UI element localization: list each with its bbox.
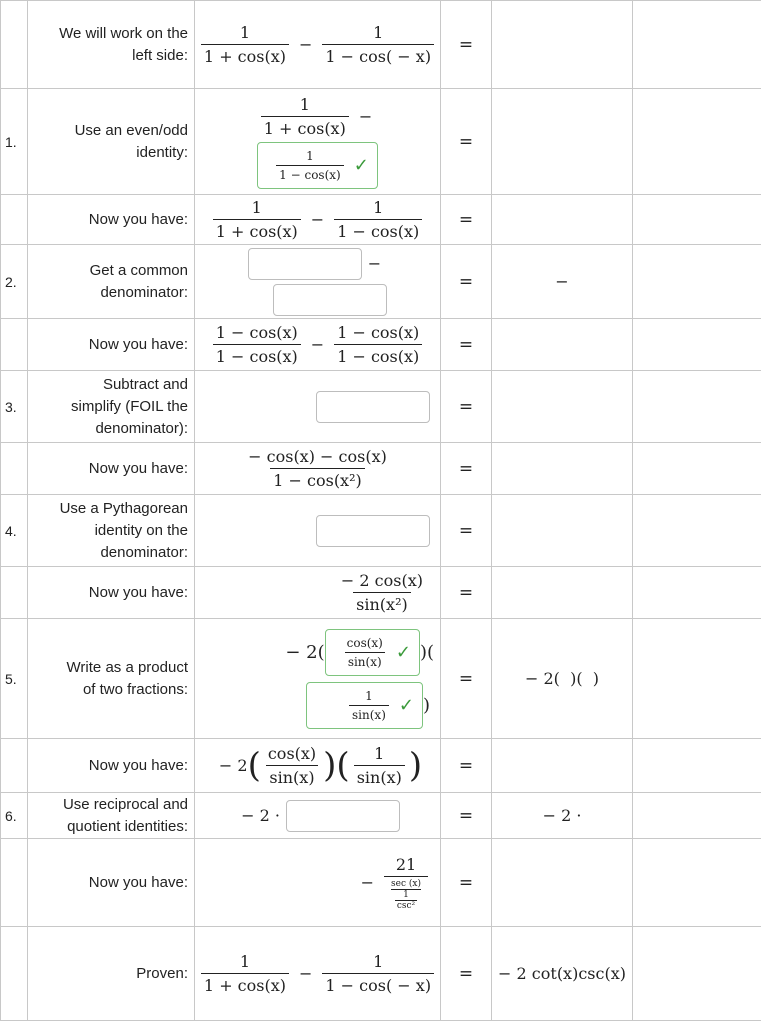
- step-number: 2.: [1, 245, 28, 319]
- denominator: 1 − cos(x): [334, 219, 422, 241]
- numerator: 1: [299, 94, 310, 114]
- step-number: 4.: [1, 495, 28, 567]
- desc-line: denominator):: [95, 419, 188, 437]
- step-description: Now you have:: [28, 443, 195, 495]
- work-cell: [195, 793, 441, 839]
- equals-sign: =: [441, 495, 492, 567]
- step-description: Now you have:: [28, 839, 195, 927]
- denominator: [384, 876, 428, 911]
- table-row: [1, 195, 761, 245]
- paren: (: [247, 745, 261, 786]
- step-number: 5.: [1, 619, 28, 739]
- desc-line: Use reciprocal and: [62, 795, 188, 813]
- table-row: [1, 89, 761, 195]
- check-icon: ✓: [353, 154, 369, 176]
- paren: (: [336, 745, 350, 786]
- work-cell: [195, 495, 441, 567]
- minus-sign: −: [310, 335, 325, 354]
- desc-line: Write as a product: [66, 658, 188, 676]
- fraction: [213, 198, 301, 241]
- equals-sign: =: [441, 443, 492, 495]
- coefficient: − 2 ·: [241, 806, 280, 825]
- desc-line: denominator:: [100, 283, 188, 301]
- fraction: [334, 198, 422, 241]
- equals-sign: =: [441, 793, 492, 839]
- paren: ): [422, 694, 430, 716]
- answer-box[interactable]: [257, 142, 378, 189]
- numerator: 1 − cos(x): [215, 323, 298, 342]
- work-cell: [195, 443, 441, 495]
- answer-input[interactable]: [273, 284, 387, 316]
- equals-sign: =: [441, 371, 492, 443]
- equals-sign: =: [441, 927, 492, 1021]
- work-cell: [195, 619, 441, 739]
- step-description: Now you have:: [28, 567, 195, 619]
- numerator: 1: [306, 148, 314, 163]
- coefficient: − 2: [218, 756, 248, 775]
- fraction: [338, 571, 426, 614]
- work-cell: [195, 371, 441, 443]
- table-row: [1, 495, 761, 567]
- minus-sign: −: [360, 873, 375, 892]
- equals-sign: =: [441, 319, 492, 371]
- fraction: [344, 636, 386, 669]
- denominator: sin(x): [354, 765, 405, 787]
- right-side-cell: [492, 567, 633, 619]
- paren: )(: [419, 641, 434, 663]
- table-row: [1, 567, 761, 619]
- right-side-cell: −: [492, 245, 633, 319]
- denominator: 1 − cos( − x): [322, 44, 434, 66]
- fraction: [322, 952, 434, 995]
- paren: ): [323, 745, 337, 786]
- step-number: [1, 443, 28, 495]
- numerator: 1 − cos(x): [337, 323, 420, 342]
- fraction: [349, 689, 389, 722]
- answer-input[interactable]: [248, 248, 362, 280]
- coefficient: − 2(: [285, 641, 325, 663]
- right-side-cell: [492, 89, 633, 195]
- denominator: 1 + cos(x): [213, 219, 301, 241]
- numerator: 1: [403, 889, 409, 900]
- minus-sign: −: [310, 210, 325, 229]
- equals-sign: =: [441, 89, 492, 195]
- answer-input[interactable]: [286, 800, 400, 832]
- equals-sign: =: [441, 195, 492, 245]
- right-side-cell: [492, 195, 633, 245]
- right-side-cell: [492, 371, 633, 443]
- fraction: [213, 323, 301, 366]
- work-cell: [195, 1, 441, 89]
- work-cell: [195, 89, 441, 195]
- numerator: 1: [373, 198, 384, 217]
- table-row: [1, 319, 761, 371]
- answer-box[interactable]: [306, 682, 423, 729]
- fraction: [201, 952, 289, 995]
- denominator: sin(x²): [353, 592, 411, 614]
- step-number: [1, 927, 28, 1021]
- denominator: [391, 889, 421, 911]
- denominator: 1 − cos( − x): [322, 973, 434, 995]
- step-description: Now you have:: [28, 319, 195, 371]
- answer-box[interactable]: [325, 629, 420, 676]
- fraction: [354, 744, 405, 787]
- desc-line: identity on the: [94, 521, 188, 539]
- minus-sign: −: [358, 106, 373, 126]
- check-icon: ✓: [398, 694, 414, 716]
- right-side-cell: [492, 839, 633, 927]
- fraction: [395, 890, 417, 911]
- numerator: 21: [395, 854, 417, 874]
- work-cell: [195, 739, 441, 793]
- table-row: [1, 371, 761, 443]
- desc-line: Use a Pythagorean: [59, 499, 188, 517]
- desc-line: identity:: [136, 143, 188, 161]
- table-row: [1, 1, 761, 89]
- step-number: [1, 567, 28, 619]
- denominator: 1 + cos(x): [201, 973, 289, 995]
- step-number: [1, 1, 28, 89]
- denominator: 1 + cos(x): [201, 44, 289, 66]
- step-number: [1, 319, 28, 371]
- step-description: Now you have:: [28, 739, 195, 793]
- right-side-cell: [492, 319, 633, 371]
- denominator: 1 − cos(x): [213, 344, 301, 366]
- step-description: [28, 793, 195, 839]
- right-side-cell: − 2( )( ): [492, 619, 633, 739]
- check-icon: ✓: [395, 641, 411, 663]
- numerator: 1: [251, 198, 262, 217]
- work-cell: [195, 927, 441, 1021]
- equals-sign: =: [441, 567, 492, 619]
- denominator: csc²: [396, 900, 416, 911]
- fraction: [201, 23, 289, 66]
- answer-input[interactable]: [316, 515, 430, 547]
- step-number: 3.: [1, 371, 28, 443]
- denominator: sin(x): [345, 652, 385, 669]
- numerator: 1: [373, 23, 384, 42]
- numerator: 1: [239, 23, 251, 42]
- desc-line: denominator:: [100, 543, 188, 561]
- right-side-cell: [492, 443, 633, 495]
- right-side-cell: [492, 1, 633, 89]
- work-cell: [195, 245, 441, 319]
- equals-sign: =: [441, 839, 492, 927]
- denominator: 1 − cos(x): [334, 344, 422, 366]
- fraction: [245, 447, 390, 490]
- denominator: 1 − cos(x²): [270, 468, 364, 490]
- step-number: [1, 739, 28, 793]
- table-row: [1, 927, 761, 1021]
- numerator: cos(x): [346, 635, 383, 650]
- work-cell: [195, 195, 441, 245]
- numerator: 1: [239, 952, 251, 971]
- step-number: 1.: [1, 89, 28, 195]
- table-row: [1, 839, 761, 927]
- table-row: [1, 619, 761, 739]
- desc-line: quotient identities:: [67, 817, 188, 835]
- denominator: sin(x): [349, 705, 389, 722]
- step-description: [28, 495, 195, 567]
- desc-line: We will work on the: [59, 24, 188, 42]
- step-description: [28, 619, 195, 739]
- paren: ): [408, 745, 423, 786]
- right-side-cell: − 2 ·: [492, 793, 633, 839]
- fraction: [389, 879, 423, 911]
- desc-line: Get a common: [89, 261, 188, 279]
- equals-sign: =: [441, 619, 492, 739]
- table-row: [1, 443, 761, 495]
- numerator: − 2 cos(x): [340, 571, 423, 590]
- step-number: [1, 839, 28, 927]
- fraction: [261, 95, 349, 138]
- work-cell: [195, 839, 441, 927]
- work-cell: [195, 567, 441, 619]
- numerator: 1: [373, 952, 384, 971]
- desc-line: Use an even/odd: [74, 121, 188, 139]
- fraction: [265, 744, 319, 787]
- fraction: [276, 149, 344, 182]
- table-row: [1, 793, 761, 839]
- step-description: [28, 245, 195, 319]
- right-side-cell: − 2 cot(x)csc(x): [492, 927, 633, 1021]
- equals-sign: =: [441, 739, 492, 793]
- desc-line: simplify (FOIL the: [71, 397, 188, 415]
- equals-sign: =: [441, 1, 492, 89]
- denominator: 1 − cos(x): [276, 165, 344, 182]
- numerator: sec (x): [391, 878, 421, 889]
- step-number: 6.: [1, 793, 28, 839]
- work-cell: [195, 319, 441, 371]
- step-description: Now you have:: [28, 195, 195, 245]
- fraction: [384, 855, 428, 911]
- numerator: − cos(x) − cos(x): [248, 447, 387, 466]
- table-row: [1, 739, 761, 793]
- minus-sign: −: [367, 254, 382, 273]
- step-description: [28, 1, 195, 89]
- fraction: [322, 23, 434, 66]
- desc-line: of two fractions:: [82, 680, 188, 698]
- step-description: [28, 371, 195, 443]
- numerator: cos(x): [267, 744, 317, 763]
- right-side-cell: [492, 495, 633, 567]
- step-description: [28, 89, 195, 195]
- right-side-cell: [492, 739, 633, 793]
- step-description: Proven:: [28, 927, 195, 1021]
- desc-line: left side:: [132, 46, 188, 64]
- fraction: [334, 323, 422, 366]
- denominator: 1 + cos(x): [261, 116, 349, 138]
- equals-sign: =: [441, 245, 492, 319]
- desc-line: Subtract and: [102, 375, 188, 393]
- minus-sign: −: [299, 964, 313, 983]
- step-number: [1, 195, 28, 245]
- table-row: [1, 245, 761, 319]
- minus-sign: −: [299, 35, 313, 54]
- numerator: 1: [365, 688, 373, 703]
- numerator: 1: [374, 744, 385, 763]
- denominator: sin(x): [266, 765, 317, 787]
- answer-input[interactable]: [316, 391, 430, 423]
